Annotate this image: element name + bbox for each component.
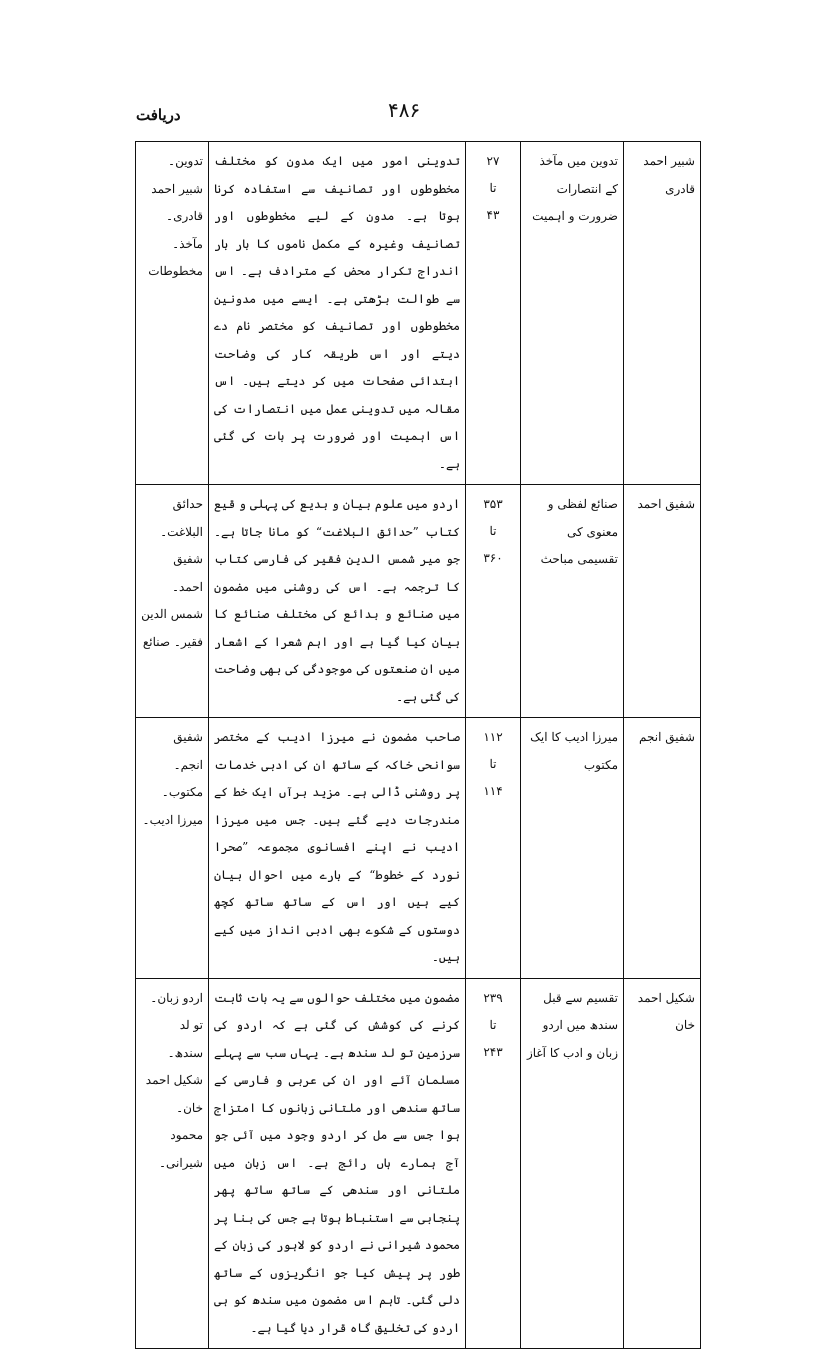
pages-cell xyxy=(466,718,521,979)
abstract-cell: تدوینی امور میں ایک مدون کو مختلف مخطوطوں اور تصانیف سے استفادہ کرنا ہوتا ہے۔ مدون کے لیے مخطوطوں اور تصانیف وغیرہ کے مکمل ناموں کا بار بار اندراج تکرار محض کے مترادف ہے۔ اس سے طوالت بڑھتی ہے۔ ایسے میں مدونین مخطوطوں اور تصانیف کو مختصر نام دے دیتے اور اس طریقہ کار کی وضاحت ابتدائی صفحات میں کر دیتے ہیں۔ اس مقالہ میں تدوینی عمل میں انتصارات کی اس اہمیت اور ضرورت پر بات کی گئی ہے۔ xyxy=(209,142,466,485)
keywords-cell: تدوین۔ شبیر احمد قادری۔ مآخذ۔ مخطوطات xyxy=(136,142,209,485)
title-cell: تدوین میں مآخذ کے انتصارات ضرورت و اہمیت xyxy=(521,142,624,485)
page-start: ۲۳۹ xyxy=(483,990,503,1005)
abstract-cell: اردو میں علوم بیان و بدیع کی پہلی و قیع کتاب ”حدائق البلاغت“ کو مانا جاتا ہے۔ جو میر شمس الدین فقیر کی فارسی کتاب کا ترجمہ ہے۔ اس کی روشنی میں مضمون میں صنائع و بدائع کی مختلف صنائع کا بیان کیا گیا ہے اور اہم شعرا کے اشعار میں ان صنعتوں کی موجودگی کی بھی وضاحت کی گئی ہے۔ xyxy=(209,485,466,718)
keywords-cell: حدائق البلاغت۔ شفیق احمد۔ شمس الدین فقیر۔ صنائع xyxy=(136,485,209,718)
pages-cell xyxy=(466,978,521,1349)
page-end: ۴۳ xyxy=(486,208,500,222)
abstract-cell: مضمون میں مختلف حوالوں سے یہ بات ثابت کرنے کی کوشش کی گئی ہے کہ اردو کی سرزمین تو لد سندھ ہے۔ یہاں سب سے پہلے مسلمان آئے اور ان کی عربی و فارسی کے ساتھ سندھی اور ملتانی زبانوں کا امتزاج ہوا جس سے مل کر اردو وجود میں آئی جو آج ہمارے ہاں رائج ہے۔ اس زبان میں ملتانی اور سندھی کے ساتھ ساتھ پھر پنجابی سے استنباط ہوتا ہے جس کی بنا پر محمود شیرانی نے اردو کو لاہور کی زبان کے طور پر پیش کیا جو انگریزوں کے ساتھ دلی گئی۔ تاہم اس مضمون میں سندھ کو ہی اردو کی تخلیق گاہ قرار دیا گیا ہے۔ xyxy=(209,978,466,1349)
abstract-cell: صاحب مضمون نے میرزا ادیب کے مختصر سوانحی خاکہ کے ساتھ ان کی ادبی خدمات پر روشنی ڈالی ہے۔ مزید برآں ایک خط کے مندرجات دیے گئے ہیں۔ جس میں میرزا ادیب نے اپنے افسانوی مجموعہ ”صحرا نورد کے خطوط“ کے بارے میں احوال بیان کیے ہیں اور اس کے ساتھ ساتھ کچھ دوستوں کے شکوے بھی ادبی انداز میں کیے ہیں۔ xyxy=(209,718,466,979)
table-row xyxy=(136,142,701,485)
pages-cell xyxy=(466,485,521,718)
page-number: ۴۸۶ xyxy=(388,98,421,122)
table-row xyxy=(136,485,701,718)
page-end: ۲۴۳ xyxy=(483,1044,503,1059)
title-cell: تقسیم سے قبل سندھ میں اردو زبان و ادب کا آغاز xyxy=(521,978,624,1349)
page-to: تا xyxy=(489,181,497,195)
page-header xyxy=(136,98,656,128)
title-cell: میرزا ادیب کا ایک مکتوب xyxy=(521,718,624,979)
table-row xyxy=(136,978,701,1349)
index-table xyxy=(135,141,701,1349)
page-end: ۱۱۴ xyxy=(483,784,503,798)
author-cell: شفیق انجم xyxy=(624,718,701,979)
page-to: تا xyxy=(489,757,497,771)
page-to: تا xyxy=(489,1017,497,1032)
keywords-cell: شفیق انجم۔ مکتوب۔ میرزا ادیب۔ xyxy=(136,718,209,979)
page-start: ۳۵۳ xyxy=(483,497,503,511)
table-row xyxy=(136,718,701,979)
keywords-cell: اردو زبان۔ تو لد سندھ۔ شکیل احمد خان۔ محمود شیرانی۔ xyxy=(136,978,209,1349)
author-cell: شبیر احمد قادری xyxy=(624,142,701,485)
title-cell: صنائع لفظی و معنوی کی تقسیمی مباحث xyxy=(521,485,624,718)
pages-cell xyxy=(466,142,521,485)
author-cell: شکیل احمد خان xyxy=(624,978,701,1349)
author-cell: شفیق احمد xyxy=(624,485,701,718)
page-start: ۲۷ xyxy=(486,154,500,168)
page-start: ۱۱۲ xyxy=(483,730,503,744)
journal-name: دریافت xyxy=(136,106,181,124)
page-end: ۳۶۰ xyxy=(483,551,503,565)
page-to: تا xyxy=(489,524,497,538)
